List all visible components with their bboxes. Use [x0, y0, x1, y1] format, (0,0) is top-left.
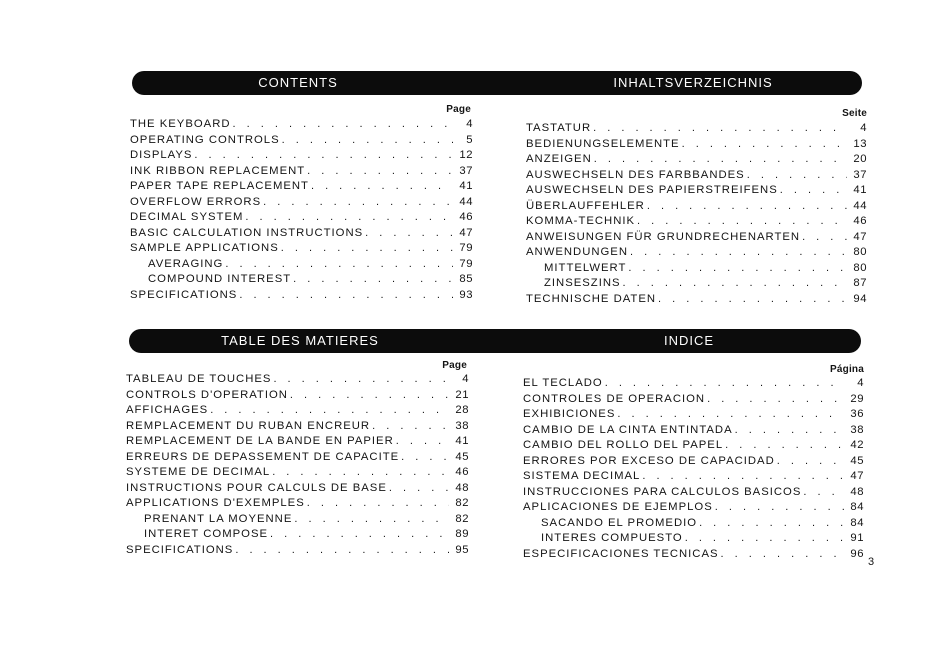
toc-entry-title: COMPOUND INTEREST: [148, 273, 292, 285]
dot-leader: [365, 227, 453, 239]
toc-entry-page: 12: [459, 149, 473, 161]
toc-entry: [526, 122, 867, 138]
dot-leader: [707, 393, 844, 405]
dot-leader: [628, 262, 847, 274]
toc-entry-page: 41: [459, 180, 473, 192]
page-column-label: Page: [442, 360, 467, 371]
toc-entry-page: 48: [850, 485, 864, 498]
toc-entry-title: TASTATUR: [526, 122, 592, 134]
toc-entry-page: 47: [850, 470, 864, 482]
dot-leader: [637, 215, 847, 227]
toc-entry-page: 13: [853, 137, 867, 150]
toc-entry-page: 4: [462, 373, 469, 385]
toc-entry-page: 80: [853, 246, 867, 258]
toc-entry: [126, 373, 469, 389]
toc-entry-page: 36: [850, 408, 864, 420]
dot-leader: [803, 486, 844, 498]
toc-entry: [126, 389, 469, 405]
toc-entry-page: 4: [466, 118, 473, 130]
toc-entry: [523, 393, 864, 409]
toc-entry: [126, 528, 469, 544]
dot-leader: [294, 513, 449, 525]
dot-leader: [721, 548, 844, 560]
toc-entry-page: 41: [455, 435, 469, 447]
toc-entry-page: 84: [850, 501, 864, 513]
toc-entry: [526, 231, 867, 247]
toc-entry: [126, 513, 469, 529]
dot-leader: [239, 289, 453, 301]
toc-entry-title: EXHIBICIONES: [523, 408, 616, 420]
toc-entry-page: 28: [455, 404, 469, 416]
toc-entry: [526, 277, 867, 293]
toc-entry: [126, 466, 469, 482]
toc-entry-page: 82: [455, 497, 469, 509]
toc-entry: [126, 435, 469, 451]
toc-entry-title: INSTRUCCIONES PARA CALCULOS BASICOS: [523, 485, 802, 498]
toc-list: [523, 377, 864, 563]
toc-entry: [526, 293, 867, 309]
toc-entry-title: REMPLACEMENT DU RUBAN ENCREUR: [126, 419, 371, 432]
inhaltsverzeichnis-heading: INHALTSVERZEICHNIS: [613, 75, 773, 90]
dot-leader: [396, 435, 449, 447]
toc-entry-page: 45: [850, 454, 864, 467]
toc-entry-title: SACANDO EL PROMEDIO: [541, 516, 698, 529]
dot-leader: [725, 439, 844, 451]
toc-entry-title: INK RIBBON REPLACEMENT: [130, 164, 306, 177]
table-des-matieres-heading: TABLE DES MATIERES: [221, 333, 379, 348]
dot-leader: [372, 420, 449, 432]
dot-leader: [273, 373, 449, 385]
toc-entry-title: BEDIENUNGSELEMENTE: [526, 137, 680, 150]
dot-leader: [210, 404, 449, 416]
toc-entry-title: MITTELWERT: [544, 261, 627, 274]
toc-entry: [130, 258, 473, 274]
dot-leader: [623, 277, 847, 289]
toc-entry: [526, 246, 867, 262]
toc-entry-title: CONTROLES DE OPERACION: [523, 392, 706, 405]
toc-entry: [130, 134, 473, 150]
dot-leader: [605, 377, 844, 389]
toc-entry-page: 85: [459, 273, 473, 285]
toc-entry: [523, 408, 864, 424]
toc-entry: [130, 180, 473, 196]
toc-entry: [523, 455, 864, 471]
dot-leader: [311, 180, 453, 192]
toc-entry-title: CAMBIO DEL ROLLO DEL PAPEL: [523, 439, 724, 451]
toc-entry-page: 46: [459, 211, 473, 223]
toc-entry-title: THE KEYBOARD: [130, 118, 231, 130]
toc-entry-page: 45: [455, 450, 469, 463]
dot-leader: [735, 424, 844, 436]
toc-entry: [523, 486, 864, 502]
dot-leader: [593, 122, 847, 134]
page-column-label: Seite: [842, 108, 867, 119]
toc-entry: [130, 273, 473, 289]
toc-entry-page: 87: [853, 277, 867, 289]
dot-leader: [642, 470, 844, 482]
toc-entry: [130, 227, 473, 243]
dot-leader: [245, 211, 453, 223]
dot-leader: [777, 455, 844, 467]
toc-list: [526, 122, 867, 308]
toc-entry: [130, 211, 473, 227]
dot-leader: [235, 544, 449, 556]
dot-leader: [270, 528, 449, 540]
toc-entry-page: 79: [459, 257, 473, 270]
dot-leader: [699, 517, 844, 529]
toc-entry-title: SISTEMA DECIMAL: [523, 470, 641, 482]
toc-entry-page: 41: [853, 184, 867, 196]
toc-entry-title: INTERET COMPOSE: [144, 528, 269, 540]
dot-leader: [263, 196, 453, 208]
toc-entry-page: 21: [455, 388, 469, 401]
toc-entry-title: INTERES COMPUESTO: [541, 532, 683, 544]
toc-entry: [126, 404, 469, 420]
page-column-label: Página: [830, 364, 864, 375]
toc-entry: [523, 424, 864, 440]
toc-entry: [526, 215, 867, 231]
toc-entry-title: CAMBIO DE LA CINTA ENTINTADA: [523, 423, 733, 436]
dot-leader: [233, 118, 453, 130]
toc-entry: [126, 544, 469, 560]
toc-entry-page: 42: [850, 439, 864, 451]
dot-leader: [647, 200, 847, 212]
toc-entry-title: SPECIFICATIONS: [126, 543, 234, 556]
toc-entry-title: PRENANT LA MOYENNE: [144, 512, 293, 525]
toc-entry-page: 48: [455, 481, 469, 494]
toc-entry-page: 91: [850, 532, 864, 544]
toc-entry-title: AFFICHAGES: [126, 404, 209, 416]
toc-entry-title: SYSTEME DE DECIMAL: [126, 466, 271, 478]
toc-entry: [523, 532, 864, 548]
toc-entry-page: 29: [850, 392, 864, 405]
toc-entry-title: SAMPLE APPLICATIONS: [130, 242, 279, 254]
toc-entry-title: AUSWECHSELN DES PAPIERSTREIFENS: [526, 184, 778, 196]
dot-leader: [630, 246, 847, 258]
toc-entry-page: 44: [853, 199, 867, 212]
toc-entry-title: EL TECLADO: [523, 377, 603, 389]
toc-entry-page: 37: [459, 164, 473, 177]
toc-entry: [130, 165, 473, 181]
header-bar-bottom: [129, 329, 861, 353]
toc-entry-title: REMPLACEMENT DE LA BANDE EN PAPIER: [126, 435, 394, 447]
contents-heading: CONTENTS: [258, 75, 338, 90]
toc-entry-page: 46: [455, 466, 469, 478]
toc-entry: [130, 149, 473, 165]
toc-entry-title: PAPER TAPE REPLACEMENT: [130, 180, 309, 192]
toc-entry-page: 46: [853, 215, 867, 227]
toc-entry-page: 79: [459, 242, 473, 254]
toc-entry-title: OVERFLOW ERRORS: [130, 195, 262, 208]
toc-entry: [523, 517, 864, 533]
dot-leader: [225, 258, 453, 270]
dot-leader: [617, 408, 844, 420]
toc-entry-title: INSTRUCTIONS POUR CALCULS DE BASE: [126, 481, 387, 494]
dot-leader: [389, 482, 449, 494]
dot-leader: [682, 138, 847, 150]
toc-list: [126, 373, 469, 559]
toc-entry: [526, 153, 867, 169]
toc-entry-page: 84: [850, 516, 864, 529]
toc-entry: [126, 451, 469, 467]
toc-entry-title: CONTROLS D'OPERATION: [126, 388, 288, 401]
toc-entry-title: TECHNISCHE DATEN: [526, 292, 657, 305]
toc-entry-title: TABLEAU DE TOUCHES: [126, 373, 272, 385]
dot-leader: [290, 389, 449, 401]
toc-entry-title: APLICACIONES DE EJEMPLOS: [523, 501, 713, 513]
indice-heading: INDICE: [663, 333, 715, 348]
dot-leader: [747, 169, 847, 181]
toc-entry: [126, 497, 469, 513]
toc-entry-page: 93: [459, 288, 473, 301]
toc-entry-page: 96: [850, 547, 864, 560]
toc-entry: [523, 501, 864, 517]
dot-leader: [715, 501, 844, 513]
dot-leader: [282, 134, 453, 146]
toc-entry-title: KOMMA-TECHNIK: [526, 215, 636, 227]
toc-entry-page: 4: [857, 377, 864, 389]
toc-entry-page: 5: [466, 133, 473, 146]
toc-list: [130, 118, 473, 304]
dot-leader: [780, 184, 847, 196]
toc-entry: [126, 482, 469, 498]
toc-entry-title: ANWENDUNGEN: [526, 246, 629, 258]
toc-entry-title: BASIC CALCULATION INSTRUCTIONS: [130, 226, 364, 239]
toc-entry-title: ERRORES POR EXCESO DE CAPACIDAD: [523, 454, 775, 467]
toc-entry: [523, 439, 864, 455]
toc-entry-page: 80: [853, 261, 867, 274]
dot-leader: [307, 497, 449, 509]
dot-leader: [594, 153, 847, 165]
page-column-label: Page: [446, 104, 471, 115]
toc-entry-page: 20: [853, 153, 867, 165]
toc-entry-page: 4: [860, 122, 867, 134]
toc-entry-title: APPLICATIONS D'EXEMPLES: [126, 497, 305, 509]
toc-entry-title: SPECIFICATIONS: [130, 288, 238, 301]
toc-entry-page: 37: [853, 168, 867, 181]
toc-entry: [523, 377, 864, 393]
toc-entry-page: 47: [853, 230, 867, 243]
toc-entry-title: OPERATING CONTROLS: [130, 133, 280, 146]
toc-entry-page: 82: [455, 512, 469, 525]
toc-entry-page: 38: [850, 423, 864, 436]
toc-entry-title: ANZEIGEN: [526, 153, 592, 165]
toc-entry-title: AVERAGING: [148, 257, 224, 270]
page-number: 3: [868, 556, 875, 568]
toc-entry: [523, 548, 864, 564]
toc-entry-title: ANWEISUNGEN FÜR GRUNDRECHENARTEN: [526, 230, 801, 243]
toc-entry: [526, 262, 867, 278]
header-bar-top: [132, 71, 862, 95]
toc-entry: [126, 420, 469, 436]
toc-entry-page: 94: [853, 292, 867, 305]
dot-leader: [293, 273, 453, 285]
toc-entry-title: ÜBERLAUFFEHLER: [526, 199, 645, 212]
dot-leader: [272, 466, 449, 478]
toc-entry-title: ESPECIFICACIONES TECNICAS: [523, 547, 719, 560]
toc-entry: [526, 200, 867, 216]
dot-leader: [658, 293, 847, 305]
toc-entry: [526, 138, 867, 154]
toc-entry-page: 44: [459, 195, 473, 208]
dot-leader: [685, 532, 844, 544]
toc-entry-title: ERREURS DE DEPASSEMENT DE CAPACITE: [126, 450, 400, 463]
toc-entry: [130, 196, 473, 212]
toc-entry-page: 95: [455, 543, 469, 556]
dot-leader: [281, 242, 453, 254]
toc-entry: [130, 118, 473, 134]
toc-entry: [130, 242, 473, 258]
dot-leader: [401, 451, 449, 463]
toc-entry: [526, 169, 867, 185]
toc-entry-title: DISPLAYS: [130, 149, 193, 161]
toc-entry: [130, 289, 473, 305]
toc-entry-title: AUSWECHSELN DES FARBBANDES: [526, 168, 745, 181]
toc-entry-page: 38: [455, 419, 469, 432]
toc-entry: [526, 184, 867, 200]
toc-entry-page: 89: [455, 528, 469, 540]
dot-leader: [307, 165, 453, 177]
dot-leader: [802, 231, 847, 243]
toc-entry-title: ZINSESZINS: [544, 277, 621, 289]
toc-entry: [523, 470, 864, 486]
toc-entry-page: 47: [459, 226, 473, 239]
dot-leader: [194, 149, 453, 161]
toc-entry-title: DECIMAL SYSTEM: [130, 211, 244, 223]
